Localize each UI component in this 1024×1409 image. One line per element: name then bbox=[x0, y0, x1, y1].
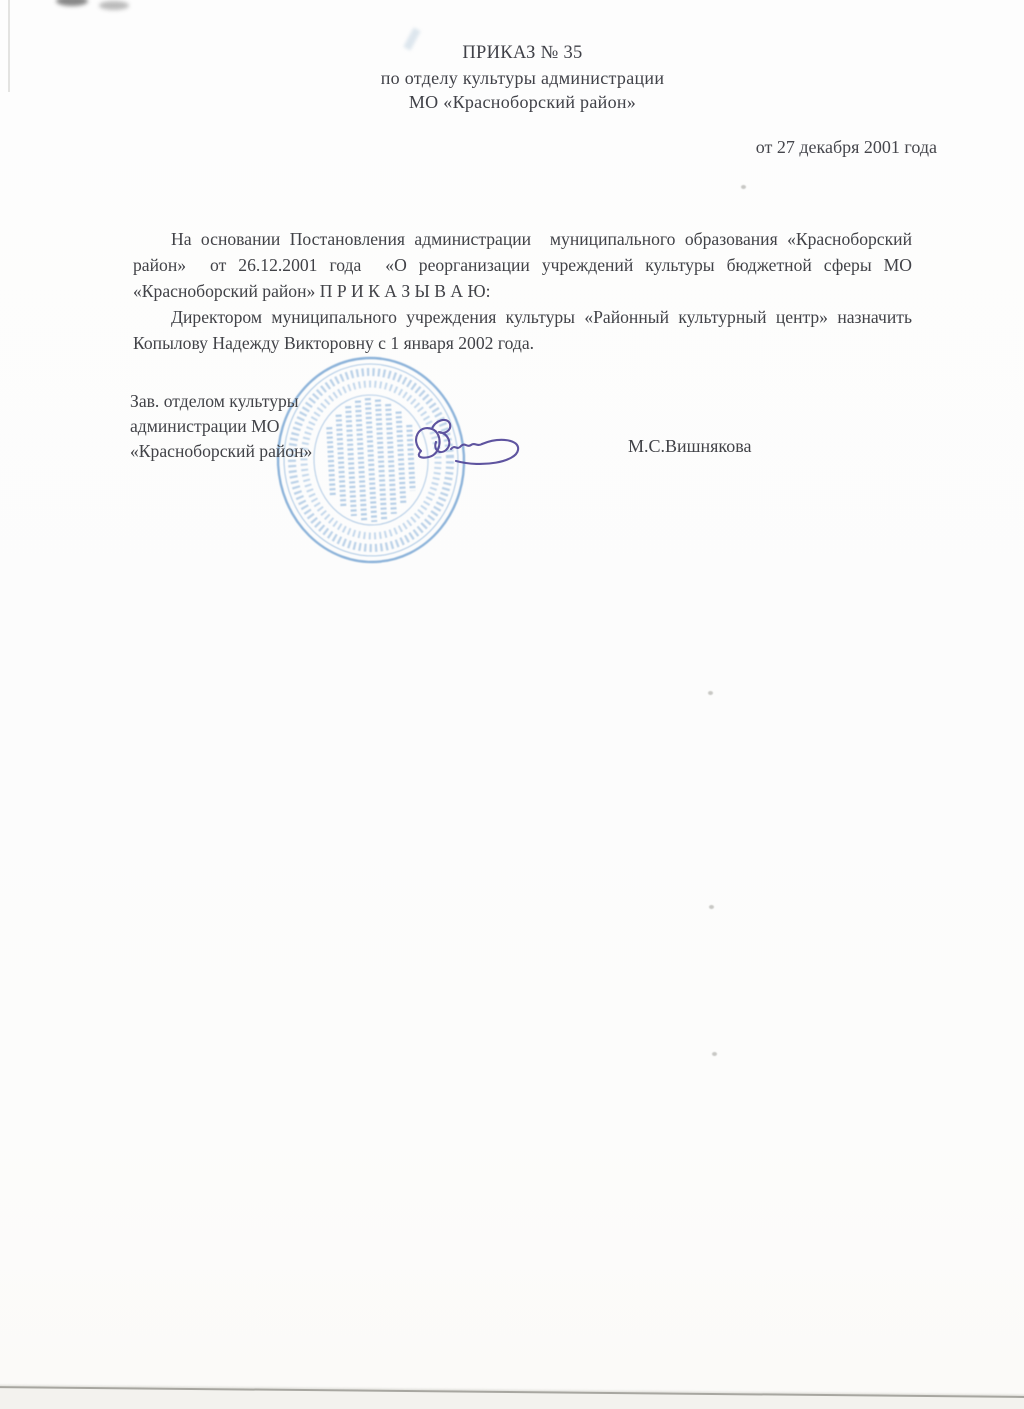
scan-speck bbox=[708, 691, 713, 695]
signer-role-line-3: «Красноборский район» bbox=[130, 441, 313, 461]
signer-role-line-2: администрации МО bbox=[130, 416, 280, 436]
scan-speck bbox=[741, 185, 746, 189]
signer-role bbox=[130, 389, 312, 464]
signer-role-line-1: Зав. отделом культуры bbox=[130, 391, 299, 411]
document-subtitle-2: МО «Красноборский район» bbox=[408, 92, 637, 112]
scan-speck bbox=[712, 1052, 717, 1056]
document-header bbox=[133, 41, 912, 115]
document-title: ПРИКАЗ № 35 bbox=[462, 43, 583, 63]
document-date: от 27 декабря 2001 года bbox=[755, 137, 937, 157]
document-body bbox=[133, 226, 917, 356]
body-paragraph-2: Директором муниципального учреждения культуры «Районный культурный центр» назначить Копылову Надежду Викторовну с 1 января 2002 года. bbox=[133, 307, 917, 353]
handwritten-signature bbox=[404, 416, 534, 480]
signer-name: М.С.Вишнякова bbox=[628, 436, 752, 456]
scan-smudge bbox=[99, 1, 129, 10]
scan-edge-artifact bbox=[8, 0, 10, 92]
scan-smudge bbox=[56, 0, 88, 6]
body-paragraph-1: На основании Постановления администрации муниципального образования «Красноборский район» от 26.12.2001 года «О реорганизации учреждений культуры бюджетной сферы МО «Красноборский район» П Р И К А З Ы В А Ю: bbox=[133, 229, 917, 301]
scan-page-edge bbox=[0, 1386, 1024, 1409]
document-subtitle-1: по отделу культуры администрации bbox=[380, 67, 665, 88]
scan-speck bbox=[709, 905, 714, 909]
